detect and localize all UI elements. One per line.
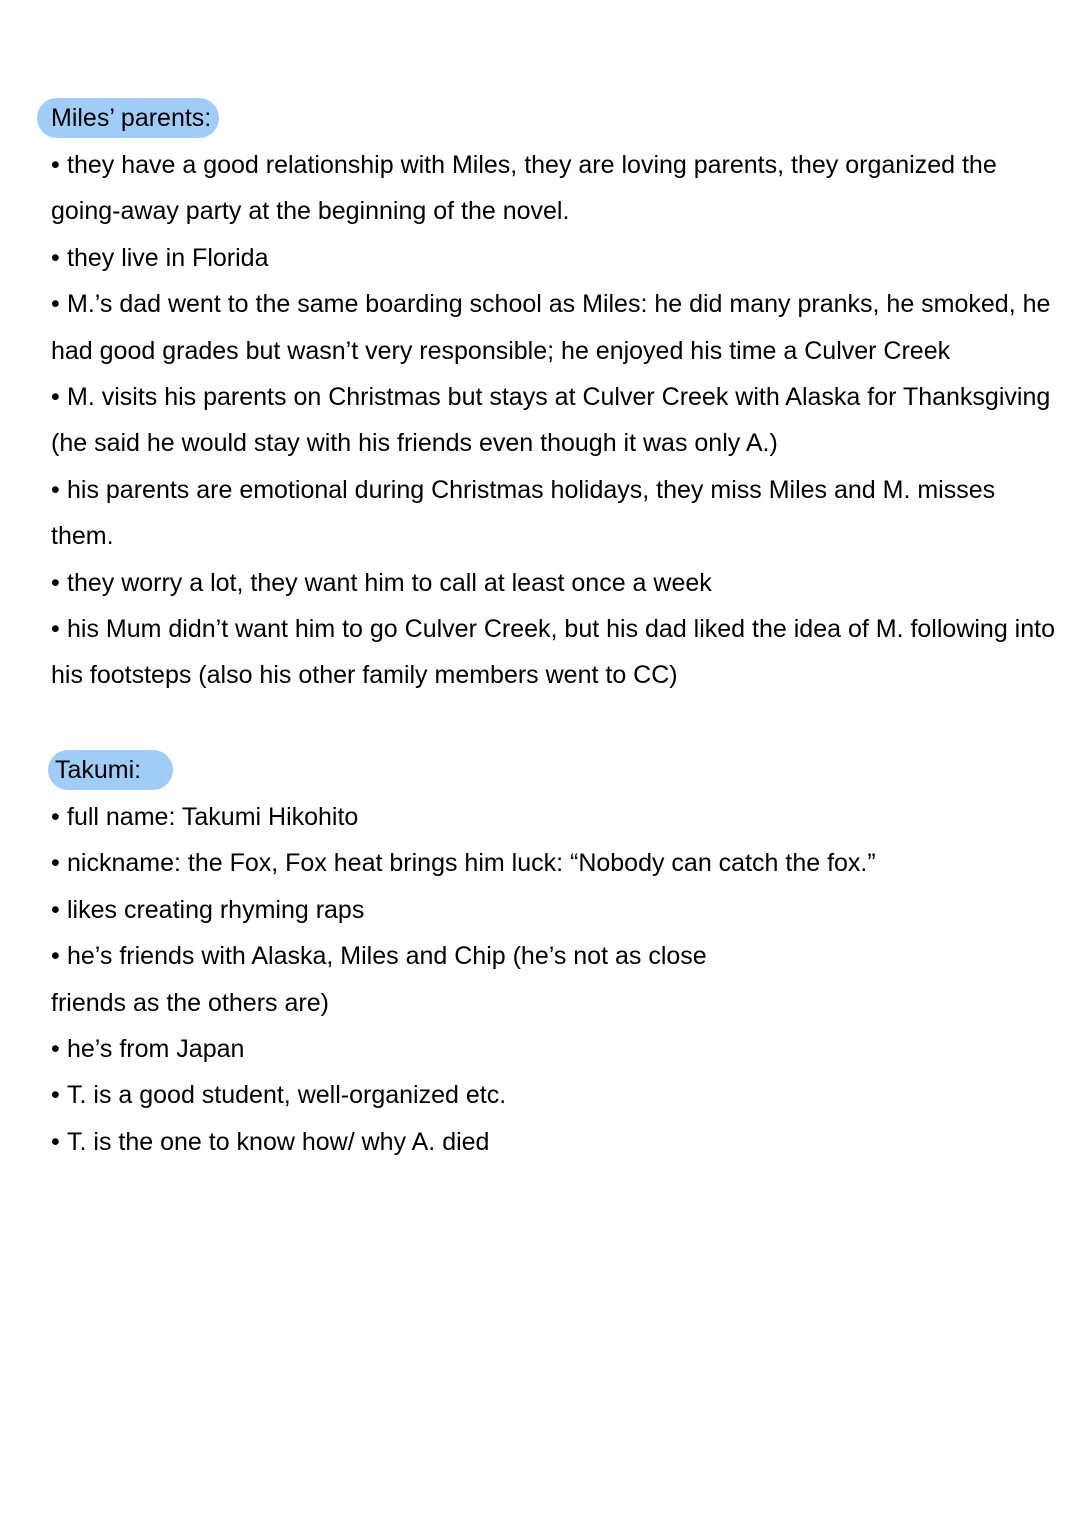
section-takumi [51,750,1061,1165]
list-item: • his parents are emotional during Christmas holidays, they miss Miles and M. misses them. [51,467,1061,560]
bullet-icon: • [51,1081,60,1110]
list-item: • M. visits his parents on Christmas but stays at Culver Creek with Alaska for Thanksgiving (he said he would stay with his friends even though it was only A.) [51,374,1061,467]
bullet-icon: • [51,151,60,179]
list-item: • they have a good relationship with Miles, they are loving parents, they organized the going-away party at the beginning of the novel. [51,142,1061,235]
bullet-icon: • [51,1035,60,1064]
list-item: • they worry a lot, they want him to call at least once a week [51,560,1061,606]
bullet-list-takumi [51,794,1061,1165]
bullet-icon: • [51,895,60,924]
list-item: • he’s friends with Alaska, Miles and Chip (he’s not as close [51,933,1061,979]
list-item-continuation: friends as the others are) [51,988,329,1017]
list-item: • likes creating rhyming raps [51,887,1061,933]
bullet-icon: • [51,849,60,878]
list-item: • full name: Takumi Hikohito [51,794,1061,840]
bullet-icon: • [51,803,60,831]
list-item: • T. is a good student, well-organized etc. [51,1072,1061,1118]
list-item: • his Mum didn’t want him to go Culver Creek, but his dad liked the idea of M. following into his footsteps (also his other family members went to CC) [51,606,1061,699]
section-heading-takumi: Takumi: [48,750,173,790]
bullet-icon: • [51,243,60,272]
list-item: • T. is the one to know how/ why A. died [51,1119,1061,1165]
list-item: • he’s from Japan [51,1026,1061,1072]
bullet-icon: • [51,615,60,644]
bullet-icon: • [51,568,60,597]
list-item: • nickname: the Fox, Fox heat brings him luck: “Nobody can catch the fox.” [51,840,1061,886]
list-item: • they live in Florida [51,235,1061,281]
bullet-icon: • [51,1127,60,1156]
bullet-icon: • [51,290,60,319]
bullet-icon: • [51,942,60,971]
bullet-list-miles-parents [51,142,1061,699]
bullet-icon: • [51,475,60,504]
section-miles-parents [51,98,1061,699]
bullet-icon: • [51,383,60,412]
section-heading-miles-parents: Miles’ parents: [37,98,219,138]
list-item: • M.’s dad went to the same boarding school as Miles: he did many pranks, he smoked, he had good grades but wasn’t very responsible; he enjoyed his time a Culver Creek [51,281,1061,374]
